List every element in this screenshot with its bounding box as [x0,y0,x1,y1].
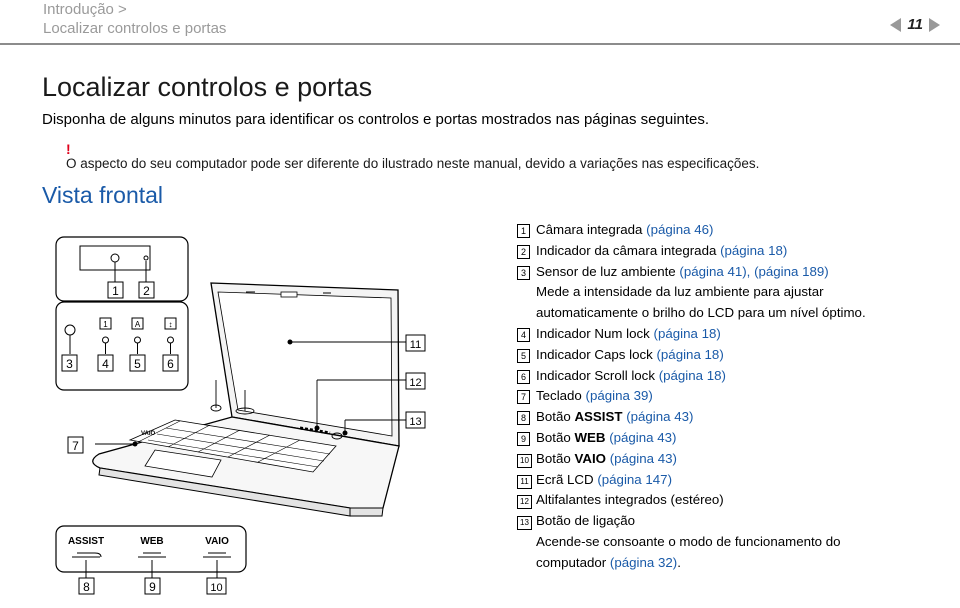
page-navigation [890,16,940,33]
legend-item-5 [517,345,947,366]
callout-9: 9 [149,580,156,594]
legend-item-12 [517,490,947,511]
legend-label-bold: VAIO [574,450,606,466]
svg-text:↕: ↕ [168,320,173,329]
callout-2: 2 [143,284,150,298]
page-link[interactable]: (página 32) [609,554,678,570]
section-heading: Vista frontal [42,182,164,208]
callout-11: 11 [409,339,422,351]
page-link[interactable]: (página 39) [585,388,653,404]
page-link[interactable]: (página 147) [597,471,673,487]
legend-label: Teclado [536,388,582,404]
legend-item-10: 10 Botão VAIO (página 43) [517,449,947,470]
page-link[interactable]: (página 43) [609,450,677,466]
legend-number: 2 [517,245,530,259]
page-link[interactable]: (página 43) [609,429,677,445]
breadcrumb [43,0,226,38]
legend-label: Sensor de luz ambiente [536,263,676,279]
laptop-front-view-diagram [0,220,510,608]
camera-indicator-icon [144,256,148,260]
page-link[interactable]: (página 43) [626,409,694,425]
legend-item-2 [517,241,947,262]
callout-7: 7 [72,439,79,453]
legend-number: 6 [517,370,530,384]
legend-item-11 [517,470,947,491]
legend-label-bold: WEB [574,429,606,445]
legend-label: Botão de ligação [536,513,636,529]
callout-6: 6 [167,357,174,371]
page-link[interactable]: (página 46) [646,222,714,237]
legend-item-7 [517,386,947,407]
legend-label: Altifalantes integrados (estéreo) [536,492,724,508]
legend-number: 3 [517,266,530,280]
page-link[interactable]: (página 18) [720,242,788,258]
web-button-label: WEB [140,536,164,547]
header-divider [0,43,960,45]
vaio-button-label: VAIO [205,536,229,547]
legend-number: 7 [517,390,530,404]
callout-4: 4 [102,357,109,371]
legend-number: 1 [517,224,530,238]
legend-label: Câmara integrada [536,222,643,237]
legend-item-8: 8 Botão ASSIST (página 43) [517,407,947,428]
assist-button-label: ASSIST [67,536,105,547]
next-page-arrow-icon[interactable] [929,18,940,32]
page-number: 11 [907,16,923,33]
callout-10: 10 [210,582,223,594]
breadcrumb-current: Localizar controlos e portas [43,20,227,37]
note-text: O aspecto do seu computador pode ser diferente do ilustrado neste manual, devido a variações nas especificações. [66,156,760,171]
legend-item-6 [517,366,947,387]
legend-number: 9 [517,432,530,446]
callout-1: 1 [112,284,119,298]
callout-3: 3 [66,357,73,371]
legend-item-4 [517,324,947,345]
page-link[interactable]: (página 41), (página 189) [679,263,829,279]
svg-text:A: A [134,320,141,329]
legend-label: Indicador da câmara integrada [536,242,717,258]
breadcrumb-parent[interactable]: Introdução > [43,1,127,18]
component-legend [517,220,947,574]
warning-icon: ! [66,141,71,157]
light-sensor-icon [65,325,75,335]
legend-description: Acende-se consoante o modo de funcionamento do computador (página 32). [536,533,841,570]
callout-12: 12 [409,377,422,389]
legend-number: 8 [517,411,530,425]
legend-item-9: 9 Botão WEB (página 43) [517,428,947,449]
page-link[interactable]: (página 18) [658,367,726,383]
previous-page-arrow-icon[interactable] [890,18,901,32]
callout-13: 13 [409,416,422,428]
legend-label: Indicador Caps lock [536,346,653,362]
intro-paragraph: Disponha de alguns minutos para identificar os controlos e portas mostrados nas páginas seguintes. [42,111,710,128]
legend-label: Indicador Scroll lock [536,367,655,383]
camera-module [281,292,297,297]
camera-lens-icon [111,254,119,262]
svg-text:1: 1 [103,320,108,329]
page-link[interactable]: (página 18) [653,325,721,341]
callout-5: 5 [134,357,141,371]
legend-description: Mede a intensidade da luz ambiente para ajustar automaticamente o brilho do LCD para um nível óptimo. [536,284,866,321]
legend-number: 12 [517,495,532,509]
page-title: Localizar controlos e portas [42,72,373,102]
legend-label: Indicador Num lock [536,325,650,341]
page-link[interactable]: (página 18) [656,346,724,362]
legend-item-3 [517,262,947,283]
legend-label: Ecrã LCD [536,471,594,487]
legend-number: 5 [517,349,530,363]
keyboard-brand-logo: VAIO [141,431,156,437]
legend-item-1 [517,220,947,241]
legend-item-13 [517,511,947,532]
legend-number: 10 [517,454,532,468]
callout-8: 8 [83,580,90,594]
indicator-inset-frame [56,302,188,390]
legend-number: 11 [517,475,532,489]
legend-label-bold: ASSIST [574,409,623,425]
legend-number: 4 [517,328,530,342]
legend-number: 13 [517,516,532,530]
